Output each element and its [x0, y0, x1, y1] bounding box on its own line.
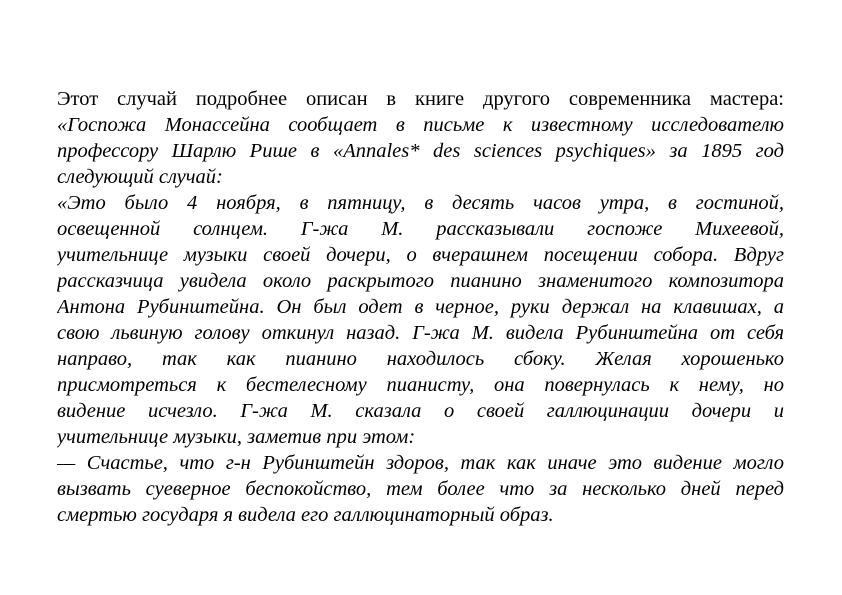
- text-line: свою львиную голову откинул назад. Г-жа М. видела Рубинштейна от себя: [57, 322, 784, 344]
- text-line: видение исчезло. Г-жа М. сказала о своей галлюцинации дочери и: [57, 400, 784, 422]
- body-text: [57, 86, 784, 528]
- text-line: следующий случай:: [57, 166, 223, 188]
- text-line: смертью государя я видела его галлюцинаторный образ.: [57, 504, 554, 526]
- text-line: направо, так как пианино находилось сбоку. Желая хорошенько: [57, 348, 784, 370]
- text-line: «Госпожа Монассейна сообщает в письме к известному исследователю: [57, 114, 784, 136]
- text-line: освещенной солнцем. Г-жа М. рассказывали госпоже Михеевой,: [57, 218, 784, 240]
- text-line: Этот случай подробнее описан в книге другого современника мастера:: [57, 88, 784, 110]
- text-line: учительнице музыки, заметив при этом:: [57, 426, 416, 448]
- text-line: Антона Рубинштейна. Он был одет в черное, руки держал на клавишах, а: [57, 296, 784, 318]
- text-line: рассказчица увидела около раскрытого пианино знаменитого композитора: [57, 270, 784, 292]
- text-line: присмотреться к бестелесному пианисту, она повернулась к нему, но: [57, 374, 784, 396]
- text-line: профессору Шарлю Рише в «Annales* des sciences psychiques» за 1895 год: [57, 140, 784, 162]
- text-line: «Это было 4 ноября, в пятницу, в десять часов утра, в гостиной,: [57, 192, 784, 214]
- text-line: вызвать суеверное беспокойство, тем более что за несколько дней перед: [57, 478, 784, 500]
- text-line: учительнице музыки своей дочери, о вчерашнем посещении собора. Вдруг: [57, 244, 784, 266]
- text-line: — Счастье, что г-н Рубинштейн здоров, так как иначе это видение могло: [57, 452, 784, 474]
